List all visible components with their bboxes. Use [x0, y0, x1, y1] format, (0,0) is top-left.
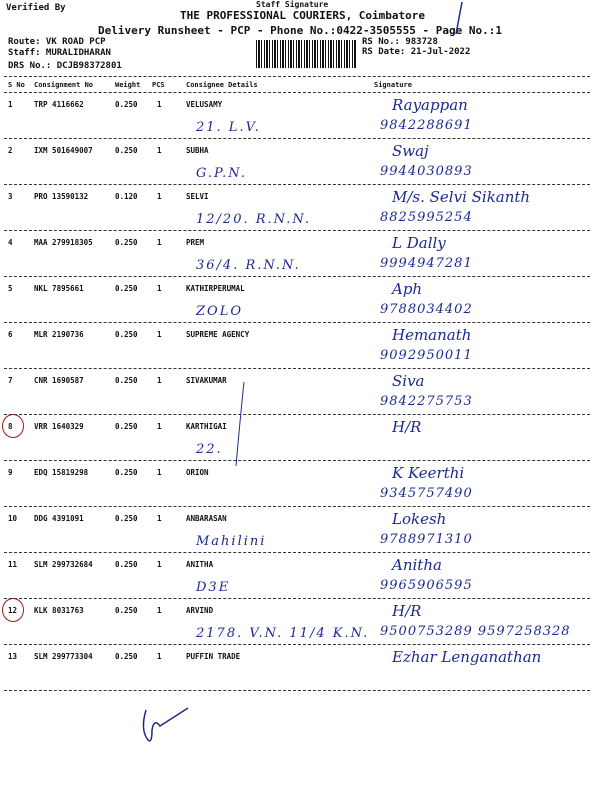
row-phone-handwritten: 9788034402: [380, 302, 473, 317]
row-sno: 12: [8, 606, 18, 615]
row-12-circle-mark: [2, 598, 24, 622]
row-pcs: 1: [157, 422, 162, 431]
row-pcs: 1: [157, 652, 162, 661]
row-consignment: DDG 4391091: [34, 514, 84, 523]
row-weight: 0.250: [115, 100, 138, 109]
row-consignment: MAA 279918305: [34, 238, 93, 247]
row-address: G.P.N.: [196, 166, 247, 181]
row-pcs: 1: [157, 284, 162, 293]
row-phone-handwritten: 9500753289 9597258328: [380, 624, 571, 639]
row-phone-handwritten: 9788971310: [380, 532, 473, 547]
row-sno: 3: [8, 192, 13, 201]
row-consignee: ARVIND: [186, 606, 214, 615]
row-consignment: NKL 7895661: [34, 284, 84, 293]
row-sno: 4: [8, 238, 13, 247]
row-divider: [4, 506, 590, 507]
row-signature-ink: H/R: [392, 418, 422, 436]
row-signature-ink: K Keerthi: [392, 464, 465, 482]
row-consignment: KLK 8031763: [34, 606, 84, 615]
row-pcs: 1: [157, 330, 162, 339]
col-sno: S No: [8, 81, 25, 89]
row-phone-handwritten: 9965906595: [380, 578, 473, 593]
row-consignee: SIVAKUMAR: [186, 376, 227, 385]
row-sno: 13: [8, 652, 18, 661]
row-pcs: 1: [157, 192, 162, 201]
row-address: 36/4. R.N.N.: [196, 258, 301, 273]
row-divider: [4, 598, 590, 599]
row-consignee: KATHIRPERUMAL: [186, 284, 245, 293]
row-phone-handwritten: 9092950011: [380, 348, 473, 363]
row-consignment: CNR 1690587: [34, 376, 84, 385]
row-address: 21. L.V.: [196, 120, 261, 135]
row-signature-ink: Rayappan: [392, 96, 468, 114]
row-address: Mahilini: [196, 534, 267, 549]
row-consignment: PRO 13590132: [34, 192, 89, 201]
route-label: Route: VK ROAD PCP: [8, 37, 106, 47]
row-pcs: 1: [157, 606, 162, 615]
row-sno: 2: [8, 146, 13, 155]
row-address: D3E: [196, 580, 231, 595]
row-divider: [4, 138, 590, 139]
row-consignment: TRP 4116662: [34, 100, 84, 109]
row-weight: 0.250: [115, 422, 138, 431]
row-sno: 6: [8, 330, 13, 339]
row-divider: [4, 184, 590, 185]
drs-number: DRS No.: DCJB98372801: [8, 61, 122, 71]
row-sno: 9: [8, 468, 13, 477]
row-pcs: 1: [157, 146, 162, 155]
col-pcs: PCS: [152, 81, 165, 89]
row-pcs: 1: [157, 468, 162, 477]
rs-number: RS No.: 983728: [362, 37, 438, 47]
row-phone-handwritten: 9345757490: [380, 486, 473, 501]
row-address: 22.: [196, 442, 223, 457]
row-weight: 0.120: [115, 192, 138, 201]
row-consignee: PUFFIN TRADE: [186, 652, 241, 661]
row-consignee: KARTHIGAI: [186, 422, 227, 431]
row-divider: [4, 414, 590, 415]
runsheet-title: Delivery Runsheet - PCP - Phone No.:0422-3505555 - Page No.:1: [98, 24, 502, 37]
row-pcs: 1: [157, 376, 162, 385]
row-consignment: IXM 501649007: [34, 146, 93, 155]
row-weight: 0.250: [115, 514, 138, 523]
row-signature-ink: L Dally: [392, 234, 446, 252]
barcode: [256, 40, 356, 68]
row-address: 12/20. R.N.N.: [196, 212, 312, 227]
row-consignment: VRR 1640329: [34, 422, 84, 431]
row-8-circle-mark: [2, 414, 24, 438]
row-weight: 0.250: [115, 330, 138, 339]
row-weight: 0.250: [115, 238, 138, 247]
row-weight: 0.250: [115, 606, 138, 615]
row-consignee: SELVI: [186, 192, 209, 201]
row-phone-handwritten: 9842288691: [380, 118, 473, 133]
row-consignee: SUBHA: [186, 146, 209, 155]
row-address: ZOLO: [196, 304, 243, 319]
row-consignee: SUPREME AGENCY: [186, 330, 250, 339]
row-sno: 10: [8, 514, 18, 523]
row-weight: 0.250: [115, 146, 138, 155]
row-divider: [4, 644, 590, 645]
header-rule-bottom: [4, 92, 590, 93]
col-consignment: Consignment No: [34, 81, 94, 89]
row-weight: 0.250: [115, 560, 138, 569]
row-pcs: 1: [157, 560, 162, 569]
row-divider: [4, 460, 590, 461]
staff-signature-label: Staff Signature: [256, 0, 329, 9]
row-address: 2178. V.N. 11/4 K.N.: [196, 626, 370, 641]
row-phone-handwritten: 8825995254: [380, 210, 473, 225]
verifier-signature: [138, 700, 198, 750]
row-divider: [4, 368, 590, 369]
row-divider: [4, 552, 590, 553]
row-phone-handwritten: 9944030893: [380, 164, 473, 179]
row-consignee: ANBARASAN: [186, 514, 227, 523]
row-signature-ink: Ezhar Lenganathan: [392, 648, 542, 666]
row-consignment: EDQ 15819298: [34, 468, 89, 477]
row-divider: [4, 322, 590, 323]
row-consignee: VELUSAMY: [186, 100, 223, 109]
row-consignee: ORION: [186, 468, 209, 477]
row-sno: 8: [8, 422, 13, 431]
col-weight: Weight: [115, 81, 141, 89]
row-divider: [4, 690, 590, 691]
row-divider: [4, 230, 590, 231]
col-signature: Signature: [374, 81, 412, 89]
row-consignment: SLM 299773304: [34, 652, 93, 661]
row-consignment: SLM 299732684: [34, 560, 93, 569]
row-consignee: PREM: [186, 238, 205, 247]
row-pcs: 1: [157, 514, 162, 523]
row-signature-ink: Siva: [392, 372, 425, 390]
row-signature-ink: Lokesh: [392, 510, 447, 528]
row-consignment: MLR 2190736: [34, 330, 84, 339]
row-weight: 0.250: [115, 376, 138, 385]
row-consignee: ANITHA: [186, 560, 214, 569]
col-consignee: Consignee Details: [186, 81, 258, 89]
row-sno: 5: [8, 284, 13, 293]
row-weight: 0.250: [115, 652, 138, 661]
header-rule-top: [4, 76, 590, 77]
company-title: THE PROFESSIONAL COURIERS, Coimbatore: [180, 9, 426, 22]
rs-date: RS Date: 21-Jul-2022: [362, 47, 471, 57]
staff-signature-ink: [440, 0, 470, 40]
row-signature-ink: Hemanath: [392, 326, 472, 344]
row-signature-ink: Aph: [392, 280, 423, 298]
row-sno: 1: [8, 100, 13, 109]
pen-stroke-mark: [230, 380, 250, 470]
row-pcs: 1: [157, 238, 162, 247]
staff-label: Staff: MURALIDHARAN: [8, 48, 111, 58]
row-signature-ink: Anitha: [392, 556, 442, 574]
row-signature-ink: M/s. Selvi Sikanth: [392, 188, 531, 206]
row-sno: 11: [8, 560, 18, 569]
row-phone-handwritten: 9842275753: [380, 394, 473, 409]
row-phone-handwritten: 9994947281: [380, 256, 473, 271]
row-signature-ink: Swaj: [392, 142, 429, 160]
row-sno: 7: [8, 376, 13, 385]
row-pcs: 1: [157, 100, 162, 109]
row-weight: 0.250: [115, 468, 138, 477]
row-weight: 0.250: [115, 284, 138, 293]
row-signature-ink: H/R: [392, 602, 422, 620]
row-divider: [4, 276, 590, 277]
verified-by-label: Verified By: [6, 3, 66, 13]
